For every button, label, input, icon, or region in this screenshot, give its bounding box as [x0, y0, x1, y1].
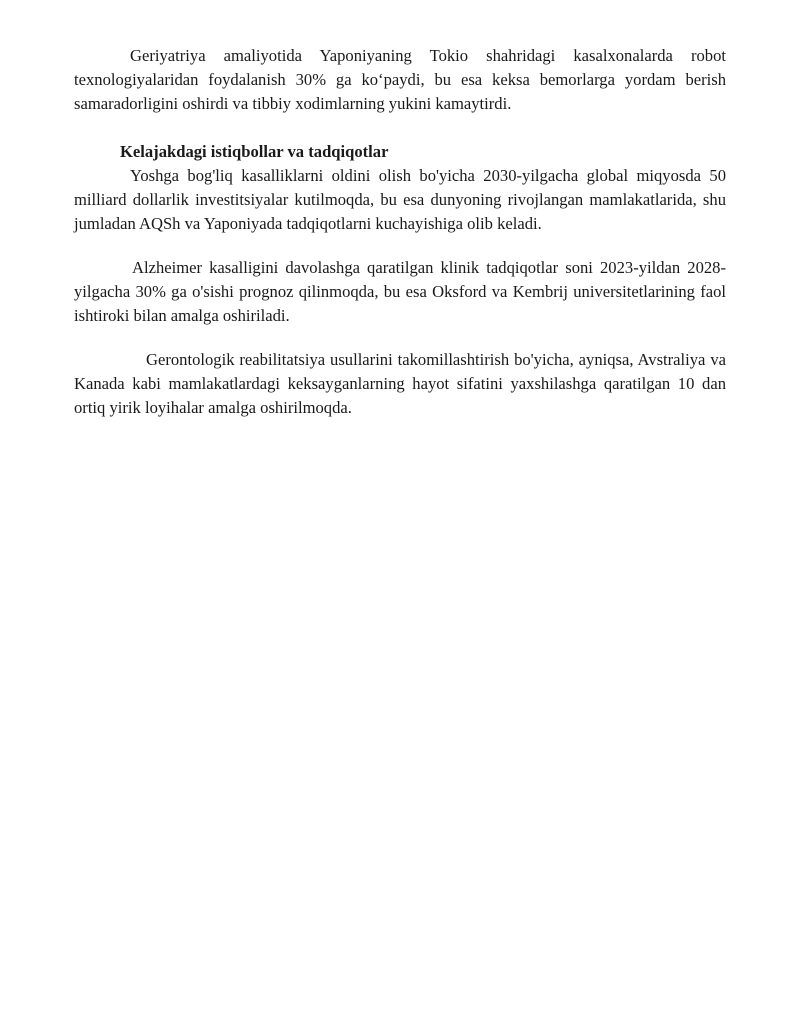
- paragraph-robot-technology: Geriyatriya amaliyotida Yaponiyaning Tokio shahridagi kasalxonalarda robot texnologiyalaridan foydalanish 30% ga ko‘paydi, bu esa keksa bemorlarga yordam berish samaradorligini oshirdi va tibbiy xodimlarning yukini kamaytirdi.: [74, 46, 726, 113]
- document-body: [74, 44, 726, 420]
- paragraph-investments: Yoshga bog'liq kasalliklarni oldini olish bo'yicha 2030-yilgacha global miqyosda 50 milliard dollarlik investitsiyalar kutilmoqda, bu esa dunyoning rivojlangan mamlakatlarida, shu jumladan AQSh va Yaponiyada tadqiqotlarni kuchayishiga olib keladi.: [74, 166, 726, 233]
- section-heading: Kelajakdagi istiqbollar va tadqiqotlar: [120, 142, 389, 161]
- paragraph-alzheimer-research: Alzheimer kasalligini davolashga qaratilgan klinik tadqiqotlar soni 2023-yildan 2028-yilgacha 30% ga o'sishi prognoz qilinmoqda, bu esa Oksford va Kembrij universitetlarining faol ishtiroki bilan amalga oshiriladi.: [74, 258, 726, 325]
- paragraph-rehabilitation: Gerontologik reabilitatsiya usullarini takomillashtirish bo'yicha, ayniqsa, Avstraliya va Kanada kabi mamlakatlardagi keksayganlarning hayot sifatini yaxshilashga qaratilgan 10 dan ortiq yirik loyihalar amalga oshirilmoqda.: [74, 350, 726, 417]
